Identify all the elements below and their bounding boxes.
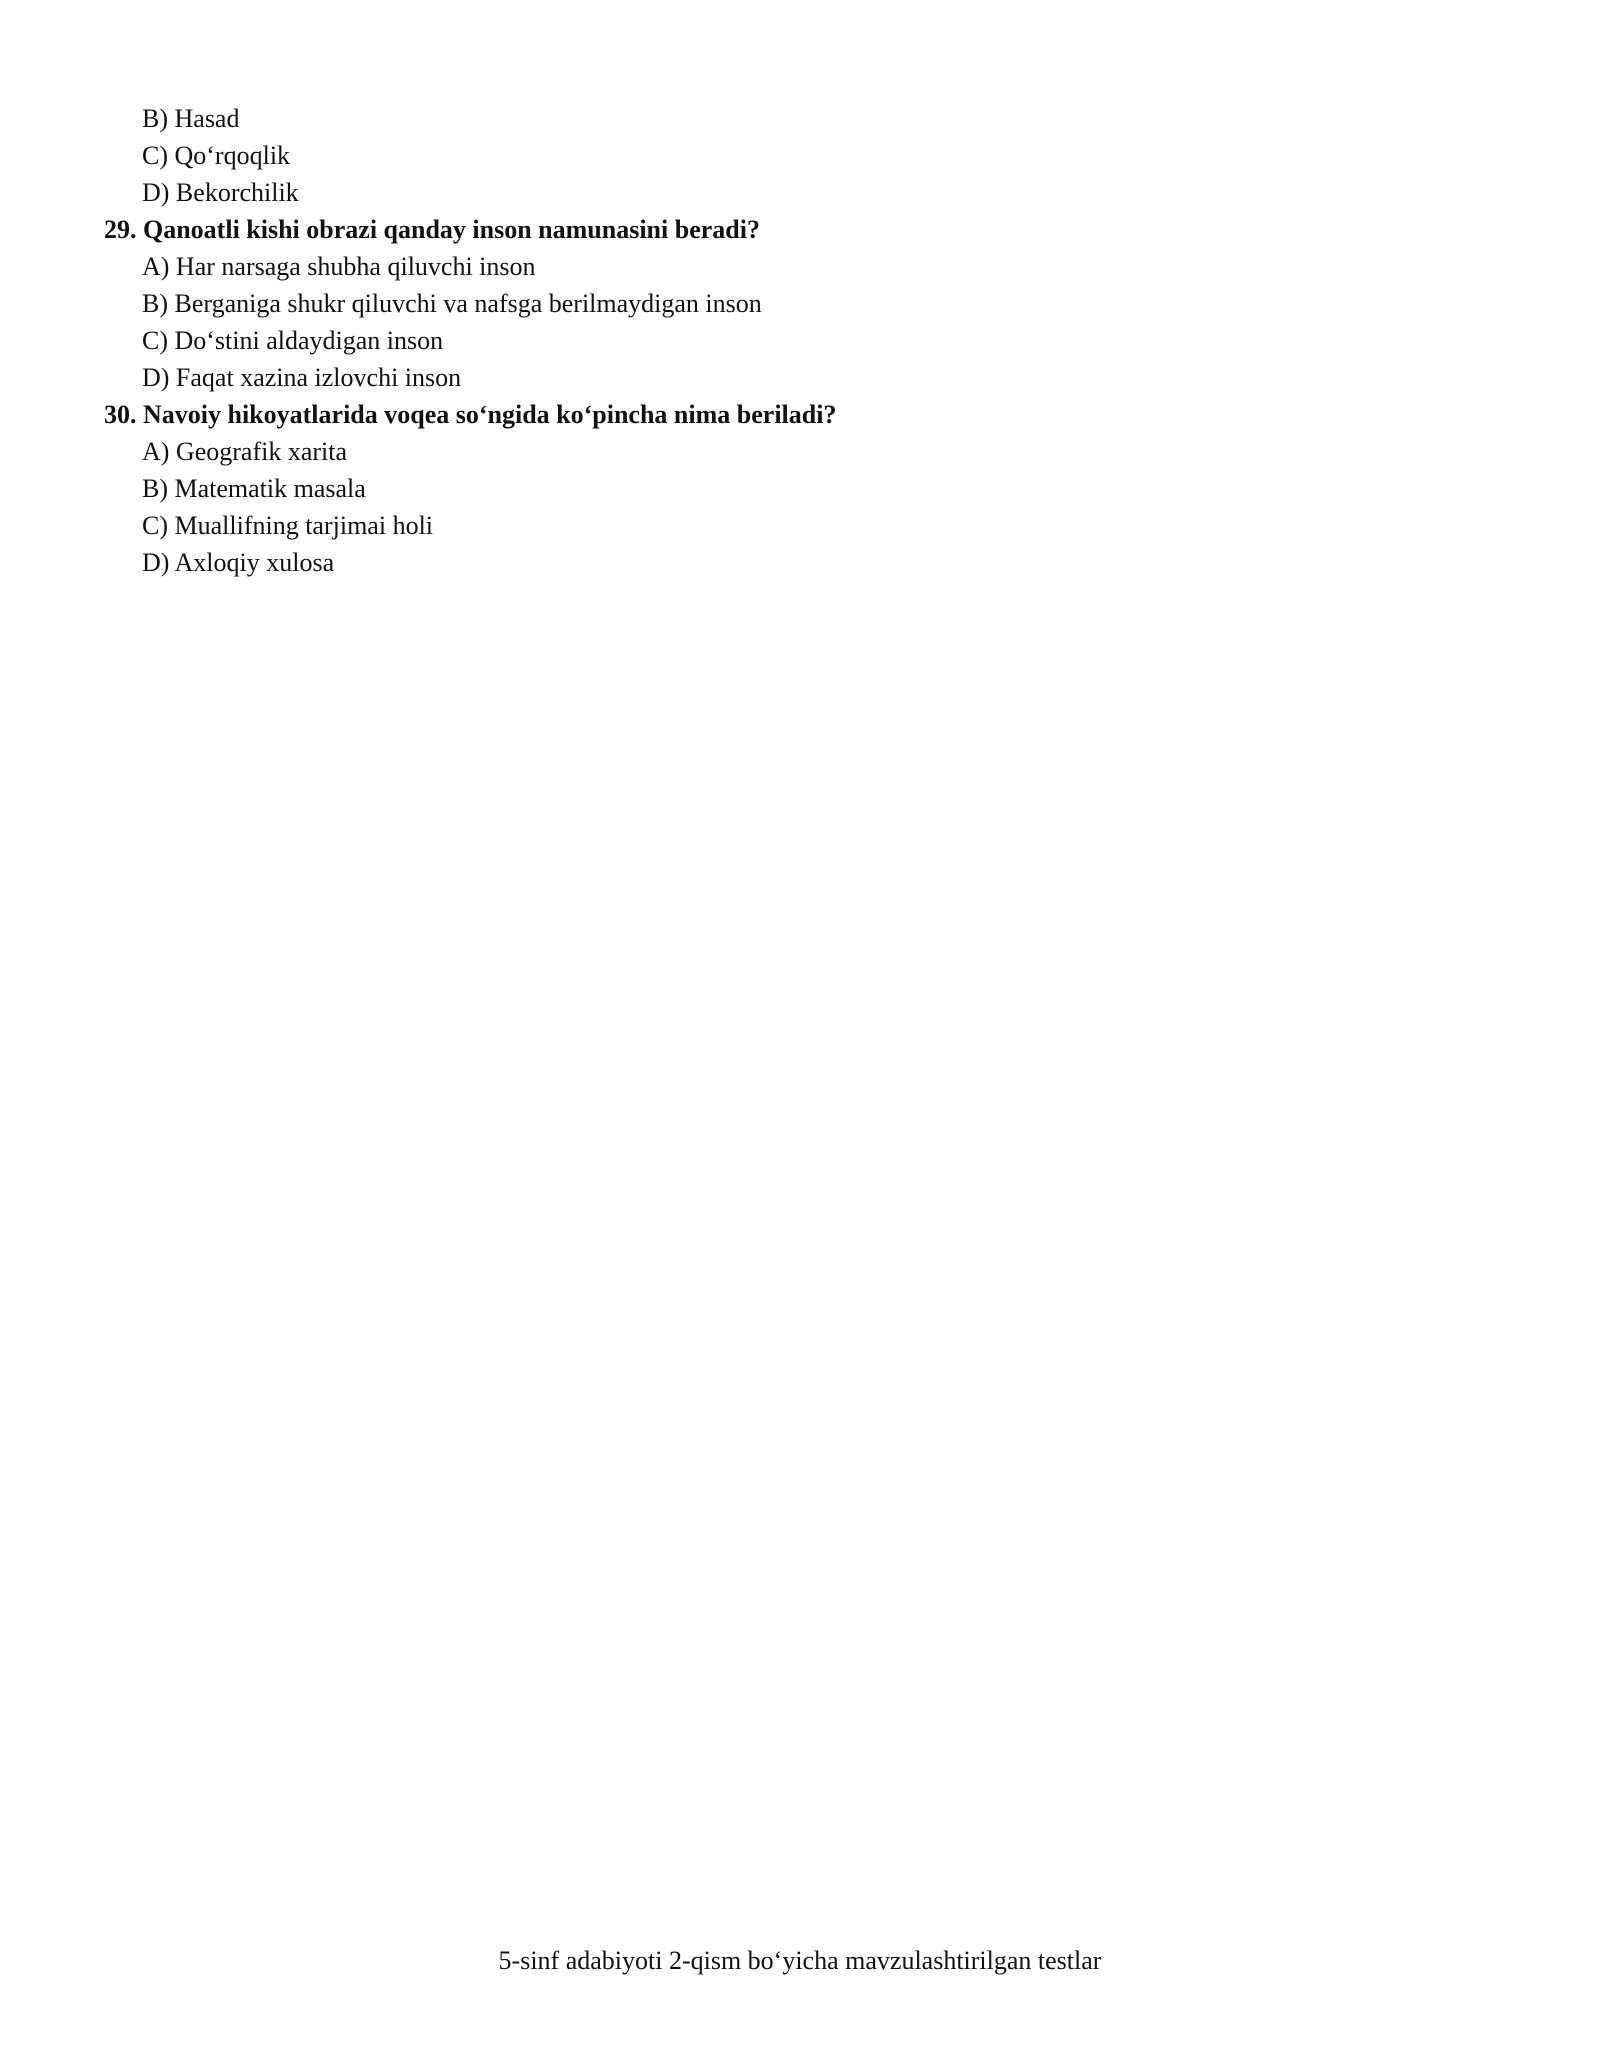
question-30: 30. Navoiy hikoyatlarida voqea so‘ngida ko‘pincha nima beriladi? — [104, 400, 837, 429]
answer-option: D) Faqat xazina izlovchi inson — [142, 363, 462, 392]
answer-option: A) Har narsaga shubha qiluvchi inson — [142, 252, 536, 281]
answer-option: B) Hasad — [142, 104, 240, 133]
answer-option: B) Matematik masala — [142, 474, 366, 503]
answer-option: C) Qo‘rqoqlik — [142, 141, 291, 170]
answer-option: B) Berganiga shukr qiluvchi va nafsga berilmaydigan inson — [142, 289, 762, 318]
page-footer: 5-sinf adabiyoti 2-qism bo‘yicha mavzulashtirilgan testlar — [498, 1946, 1102, 1975]
answer-option: C) Muallifning tarjimai holi — [142, 511, 434, 540]
answer-option: D) Axloqiy xulosa — [142, 548, 335, 577]
answer-option: A) Geografik xarita — [142, 437, 348, 466]
answer-option: D) Bekorchilik — [142, 178, 299, 207]
question-29: 29. Qanoatli kishi obrazi qanday inson namunasini beradi? — [104, 215, 760, 244]
answer-option: C) Do‘stini aldaydigan inson — [142, 326, 444, 355]
test-content — [104, 100, 1504, 581]
